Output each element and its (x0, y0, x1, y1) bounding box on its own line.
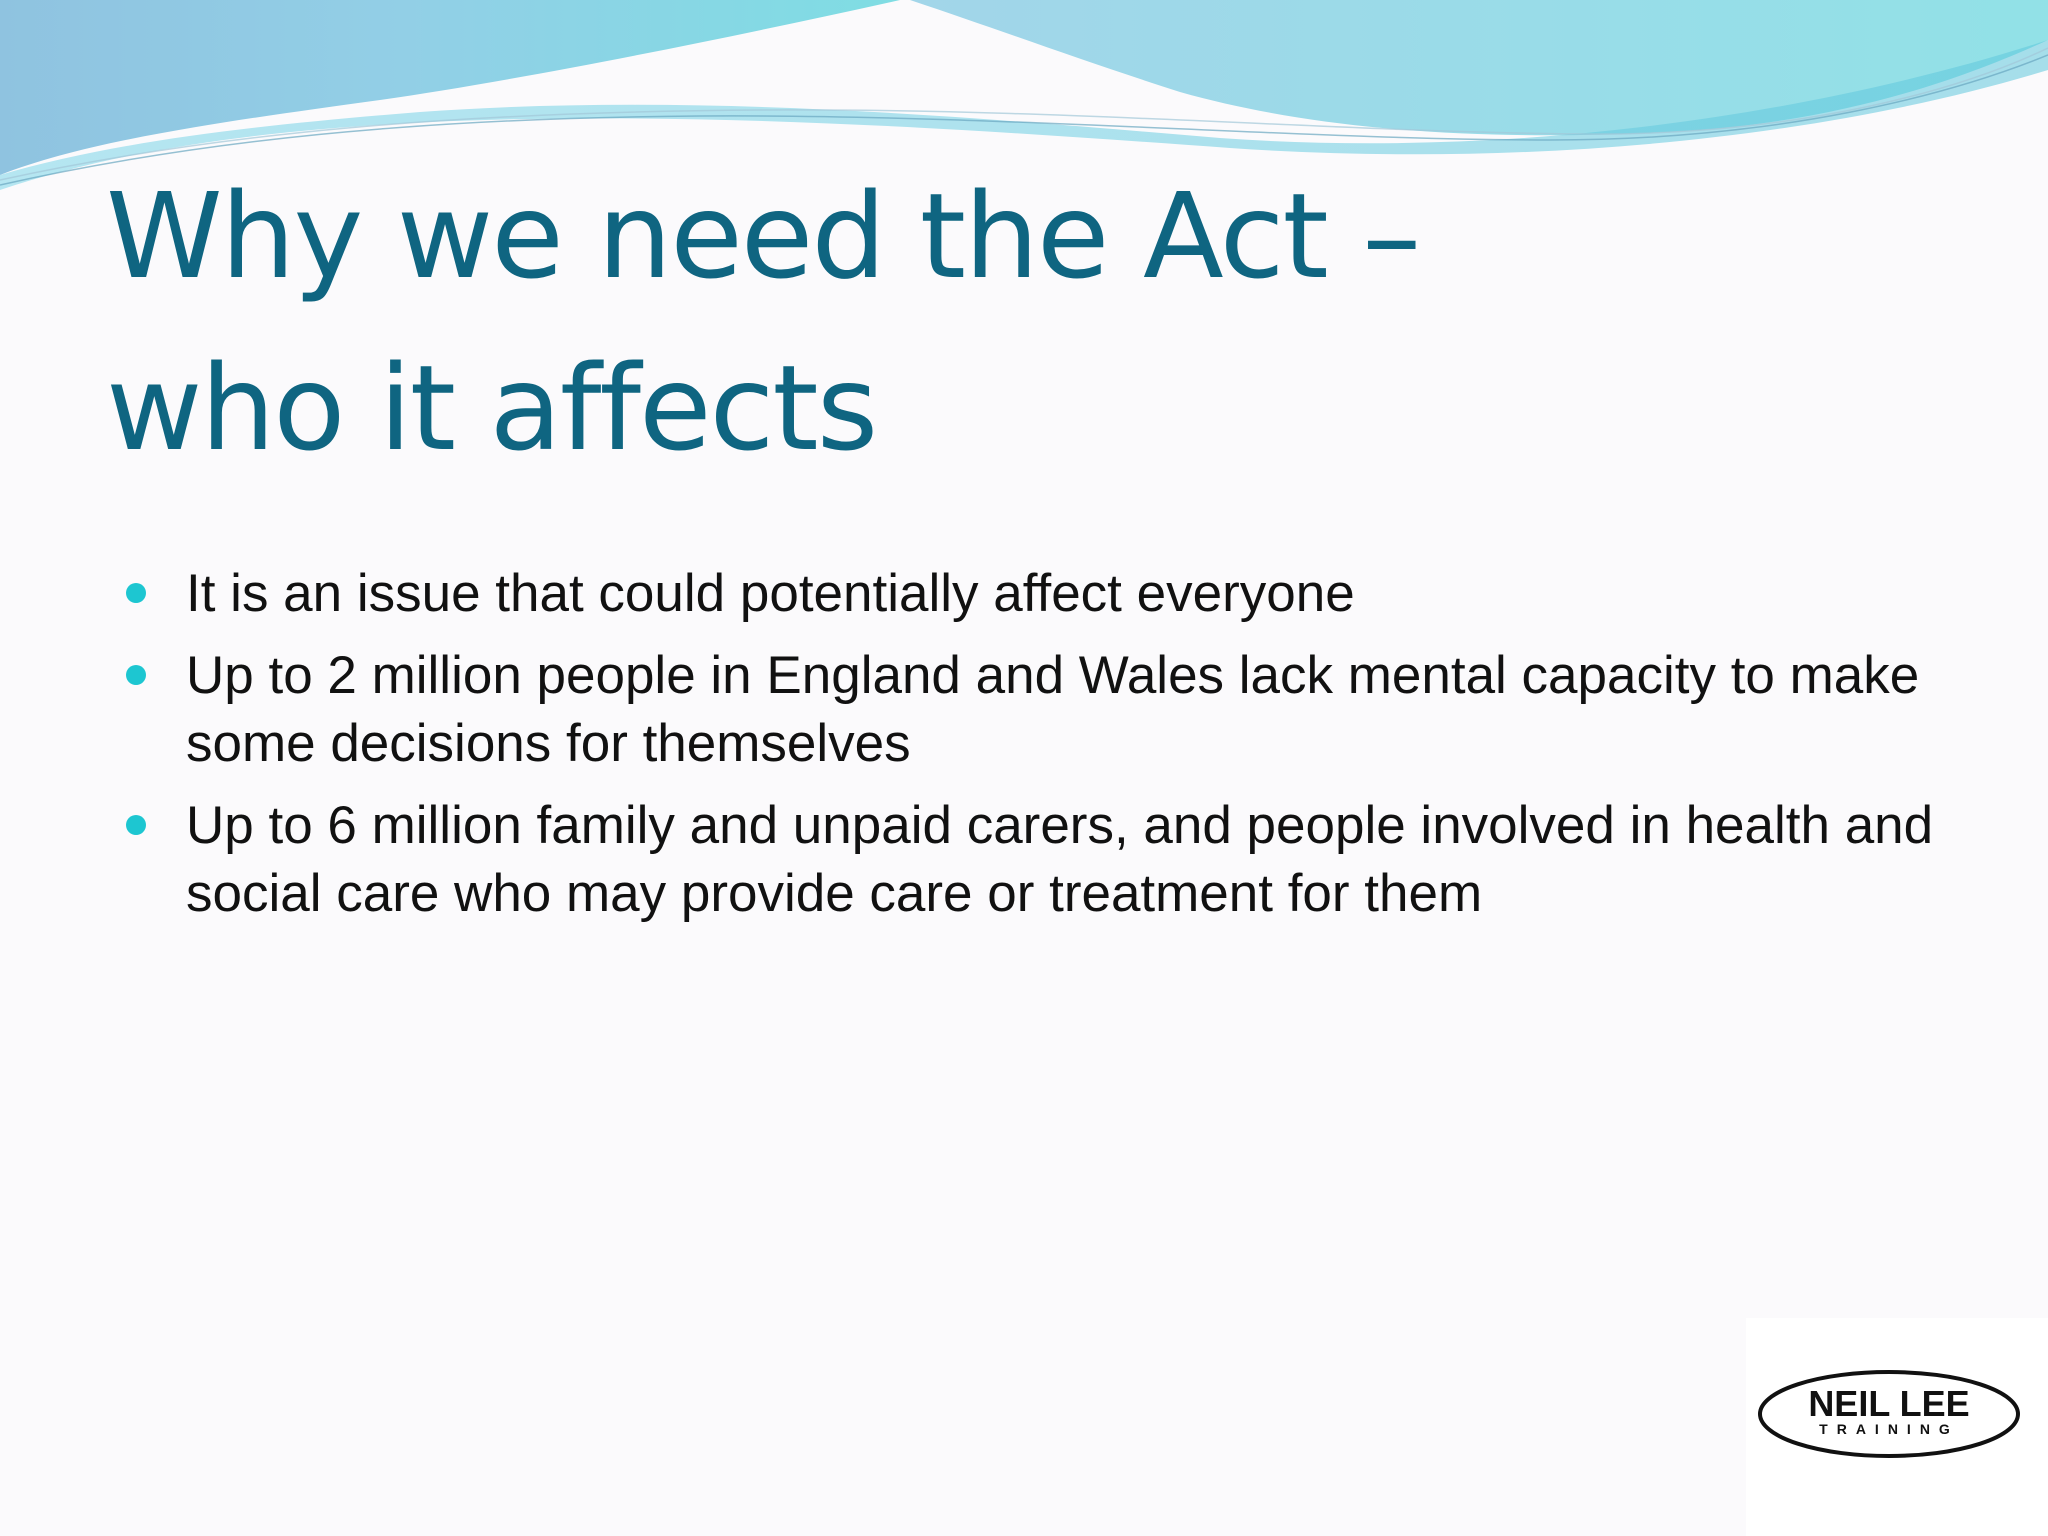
bullet-text: It is an issue that could potentially affect everyone (186, 564, 1355, 623)
bullet-dot-icon (126, 815, 146, 835)
slide-title-line-1: Why we need the Act – (106, 167, 1420, 305)
neil-lee-training-logo (1756, 1366, 2022, 1462)
bullet-text: Up to 2 million people in England and Wales lack mental capacity to make some decisions for themselves (186, 646, 1920, 773)
bullet-item (118, 642, 1978, 778)
logo-text-main: NEIL LEE (1808, 1383, 1970, 1424)
bullet-item (118, 792, 1978, 928)
bullet-text: Up to 6 million family and unpaid carers, and people involved in health and social care who may provide care or treatment for them (186, 796, 1934, 923)
slide-title-line-2: who it affects (106, 339, 877, 477)
bullet-item (118, 560, 1978, 628)
bullet-dot-icon (126, 665, 146, 685)
slide-title (106, 150, 1606, 494)
bullet-list (118, 560, 1978, 942)
logo-text-sub: TRAINING (1819, 1421, 1959, 1437)
bullet-dot-icon (126, 583, 146, 603)
logo-panel (1746, 1318, 2048, 1536)
